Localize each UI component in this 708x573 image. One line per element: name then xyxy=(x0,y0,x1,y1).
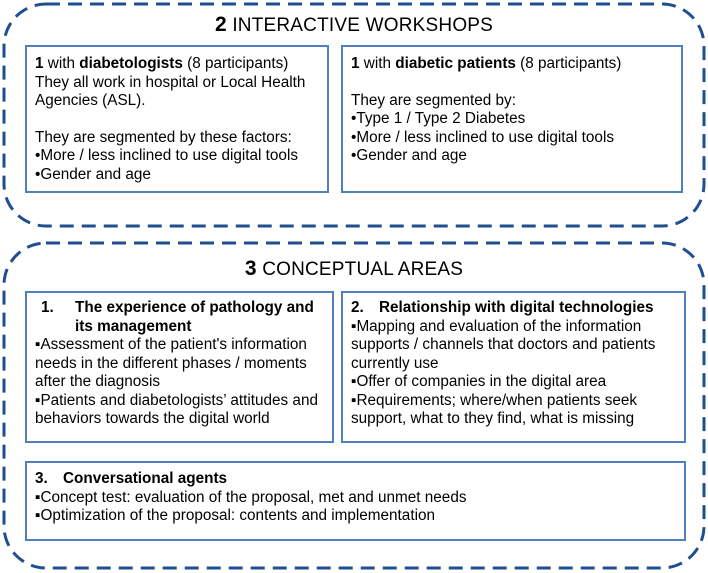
area-3-list xyxy=(35,489,676,526)
list-item: ▪ Patients and diabetologists’ attitudes and behaviors towards the digital world xyxy=(35,392,324,429)
list-item: ▪ Mapping and evaluation of the information supports / channels that doctors and patients currently use xyxy=(351,318,676,374)
list-item: ▪ Requirements; where/when patients seek support, what to they find, what is missing xyxy=(351,392,676,429)
area-2-heading xyxy=(351,299,676,318)
area-2-list xyxy=(351,318,676,429)
diabetologists-description: They all work in hospital or Local Health Agencies (ASL). xyxy=(35,73,306,109)
patients-heading xyxy=(351,55,673,74)
list-item: ▪ Concept test: evaluation of the proposal, met and unmet needs xyxy=(35,489,676,508)
diabetologists-participants: (8 participants) xyxy=(182,55,289,72)
patients-segment-intro: They are segmented by: xyxy=(351,91,516,109)
diabetologists-segment-list xyxy=(35,147,319,184)
area-2-title: Relationship with digital technologies xyxy=(379,299,654,316)
patients-group: diabetic patients xyxy=(395,55,516,72)
list-item: • Gender and age xyxy=(351,147,673,166)
area-3-heading xyxy=(35,470,676,489)
area-1-box xyxy=(25,291,334,443)
list-item: • More / less inclined to use digital tools xyxy=(35,147,319,166)
areas-title-text: CONCEPTUAL AREAS xyxy=(262,259,464,280)
diabetologists-count: 1 xyxy=(35,55,44,72)
diabetologists-heading xyxy=(35,55,319,74)
patients-count: 1 xyxy=(351,55,360,72)
area-3-title: Conversational agents xyxy=(63,470,228,487)
patients-participants: (8 participants) xyxy=(515,55,622,72)
workshops-title-text: INTERACTIVE WORKSHOPS xyxy=(232,15,494,36)
diabetologists-segment-intro: They are segmented by these factors: xyxy=(35,128,292,146)
patients-segment-list xyxy=(351,110,673,166)
diabetologists-group: diabetologists xyxy=(79,55,183,72)
area-2-box xyxy=(341,291,686,443)
areas-title-number: 3 xyxy=(244,257,257,280)
area-1-list xyxy=(35,336,324,429)
list-item: ▪ Assessment of the patient's information needs in the different phases / moments after the diagnosis xyxy=(35,336,324,392)
list-item: • Type 1 / Type 2 Diabetes xyxy=(351,110,673,129)
list-item: ▪ Optimization of the proposal: contents and implementation xyxy=(35,507,676,526)
area-1-title: The experience of pathology and its management xyxy=(75,299,314,335)
list-item: • More / less inclined to use digital tools xyxy=(351,129,673,148)
area-1-heading xyxy=(35,299,324,336)
areas-title xyxy=(0,257,708,281)
patients-box xyxy=(341,45,683,193)
diabetologists-box xyxy=(25,45,329,193)
list-item: ▪ Offer of companies in the digital area xyxy=(351,373,676,392)
area-2-number: 2. xyxy=(351,299,364,316)
area-1-number: 1. xyxy=(41,299,54,316)
workshops-title xyxy=(0,13,708,37)
area-3-number: 3. xyxy=(35,470,48,487)
diabetologists-with: with xyxy=(43,55,80,72)
list-item: • Gender and age xyxy=(35,166,319,185)
area-3-box xyxy=(25,461,686,541)
workshops-title-number: 2 xyxy=(214,13,227,36)
patients-with: with xyxy=(359,55,396,72)
